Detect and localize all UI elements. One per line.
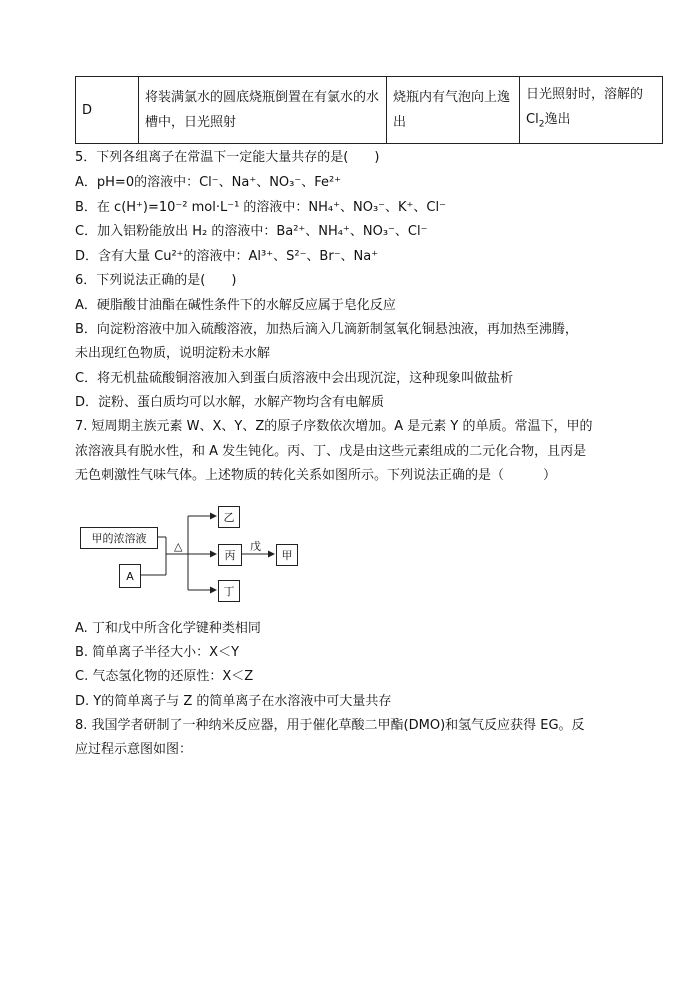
q6-option-c: C．将无机盐硫酸铜溶液加入到蛋白质溶液中会出现沉淀，这种现象叫做盐析 [75,371,514,386]
source-box [80,527,158,549]
product2-label: 丙 [224,549,236,562]
phenomenon-cell: 烧瓶内有气泡向上逸出 [387,77,520,144]
heat-condition: △ [174,540,183,553]
product2-box [218,544,242,566]
conclusion-cl: Cl [526,112,539,128]
product3-box [218,580,240,602]
source-label: 甲的浓溶液 [91,532,147,545]
reagent-label: 戊 [250,540,261,553]
final-label: 甲 [281,549,293,562]
final-box [276,544,298,566]
q5-stem: 5．下列各组离子在常温下一定能大量共存的是( ) [75,150,380,165]
option-label: D [82,102,93,118]
option-cell [76,77,139,144]
q7-option-c: C. 气态氢化物的还原性：X＜Z [75,669,254,684]
q5-option-a: A．pH=0的溶液中：Cl⁻、Na⁺、NO₃⁻、Fe²⁺ [75,175,342,190]
conclusion-text: 日光照射时，溶解的 [526,87,644,103]
product1-label: 乙 [223,511,235,524]
q6-option-d: D．淀粉、蛋白质均可以水解，水解产物均含有电解质 [75,395,385,410]
answer-table [75,76,663,144]
q7-stem-line3: 无色刺激性气味气体。上述物质的转化关系如图所示。下列说法正确的是（ ） [75,468,557,483]
q5-option-c: C．加入铝粉能放出 H₂ 的溶液中：Ba²⁺、NH₄⁺、NO₃⁻、Cl⁻ [75,224,428,239]
q5-option-d: D．含有大量 Cu²⁺的溶液中：Al³⁺、S²⁻、Br⁻、Na⁺ [75,249,379,264]
conclusion-sub: 2 [538,119,545,130]
q7-stem-line1: 7. 短周期主族元素 W、X、Y、Z的原子序数依次增加。A 是元素 Y 的单质。常温下，甲的 [75,419,593,434]
q7-option-a: A. 丁和戊中所含化学键种类相同 [75,621,261,636]
transformation-diagram [72,498,332,610]
reactant-label: A [126,569,134,583]
q8-stem-line1: 8. 我国学者研制了一种纳米反应器，用于催化草酸二甲酯(DMO)和氢气反应获得 EG。反 [75,718,585,733]
product1-box [218,506,240,528]
operation-cell: 将装满氯水的圆底烧瓶倒置在有氯水的水槽中，日光照射 [139,77,387,144]
q7-option-b: B. 简单离子半径大小：X＜Y [75,645,240,660]
q8-stem-line2: 应过程示意图如图： [75,742,193,757]
q6-option-b-line1: B．向淀粉溶液中加入硫酸溶液，加热后滴入几滴新制氢氧化铜悬浊液，再加热至沸腾， [75,322,578,337]
q7-option-d: D. Y的简单离子与 Z 的简单离子在水溶液中可大量共存 [75,694,392,709]
q5-option-b: B．在 c(H⁺)=10⁻² mol·L⁻¹ 的溶液中：NH₄⁺、NO₃⁻、K⁺、Cl⁻ [75,200,446,215]
conclusion-cell [520,77,663,144]
q6-stem: 6．下列说法正确的是( ) [75,273,237,288]
reactant-box [119,564,141,588]
conclusion-rest: 逸出 [544,112,571,128]
q6-option-a: A．硬脂酸甘油酯在碱性条件下的水解反应属于皂化反应 [75,298,396,313]
q6-option-b-line2: 未出现红色物质，说明淀粉未水解 [75,346,271,361]
table-row [76,77,663,144]
q7-stem-line2: 浓溶液具有脱水性，和 A 发生钝化。丙、丁、戊是由这些元素组成的二元化合物，且丙是 [75,444,587,459]
product3-label: 丁 [223,585,235,598]
